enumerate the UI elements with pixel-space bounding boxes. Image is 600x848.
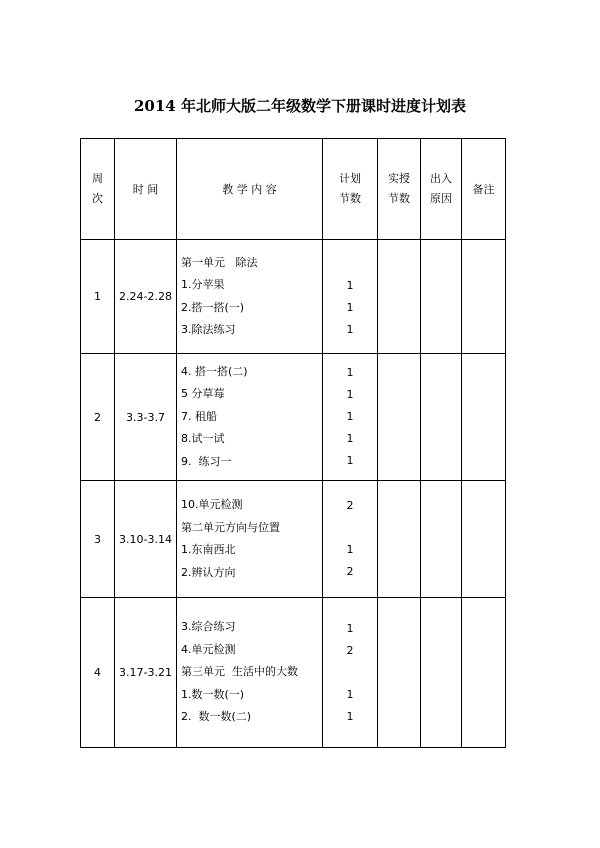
remark-cell xyxy=(462,240,506,354)
remark-cell xyxy=(462,354,506,481)
page-title: 2014 年北师大版二年级数学下册课时进度计划表 xyxy=(134,97,466,115)
header-content: 教 学 内 容 xyxy=(177,139,323,240)
table-row xyxy=(81,481,506,598)
actual-cell xyxy=(378,481,421,598)
plan-cell: 1 1 1 1 1 xyxy=(323,354,378,481)
table-row xyxy=(81,354,506,481)
content-cell: 4. 搭一搭(二) 5 分草莓 7. 租船 8.试一试 9. 练习一 xyxy=(177,354,323,481)
header-time: 时 间 xyxy=(115,139,177,240)
plan-cell: 1 1 1 xyxy=(323,240,378,354)
remark-cell xyxy=(462,598,506,748)
header-actual: 实授 节数 xyxy=(378,139,421,240)
actual-cell xyxy=(378,598,421,748)
time-cell: 3.10-3.14 xyxy=(115,481,177,598)
reason-cell xyxy=(421,240,462,354)
actual-cell xyxy=(378,240,421,354)
time-cell: 3.3-3.7 xyxy=(115,354,177,481)
week-cell: 1 xyxy=(81,240,115,354)
actual-cell xyxy=(378,354,421,481)
header-row xyxy=(81,139,506,240)
reason-cell xyxy=(421,598,462,748)
table-row xyxy=(81,240,506,354)
week-cell: 4 xyxy=(81,598,115,748)
week-cell: 2 xyxy=(81,354,115,481)
header-reason: 出入 原因 xyxy=(421,139,462,240)
plan-cell: 1 2 1 1 xyxy=(323,598,378,748)
week-cell: 3 xyxy=(81,481,115,598)
reason-cell xyxy=(421,481,462,598)
time-cell: 2.24-2.28 xyxy=(115,240,177,354)
table-row xyxy=(81,598,506,748)
schedule-table xyxy=(80,138,506,748)
reason-cell xyxy=(421,354,462,481)
content-cell: 第一单元 除法 1.分苹果 2.搭一搭(一) 3.除法练习 xyxy=(177,240,323,354)
header-plan: 计划 节数 xyxy=(323,139,378,240)
time-cell: 3.17-3.21 xyxy=(115,598,177,748)
header-remark: 备注 xyxy=(462,139,506,240)
content-cell: 10.单元检测 第二单元方向与位置 1.东南西北 2.辨认方向 xyxy=(177,481,323,598)
content-cell: 3.综合练习 4.单元检测 第三单元 生活中的大数 1.数一数(一) 2. 数一数(二) xyxy=(177,598,323,748)
plan-cell: 2 1 2 xyxy=(323,481,378,598)
remark-cell xyxy=(462,481,506,598)
header-week: 周 次 xyxy=(81,139,115,240)
